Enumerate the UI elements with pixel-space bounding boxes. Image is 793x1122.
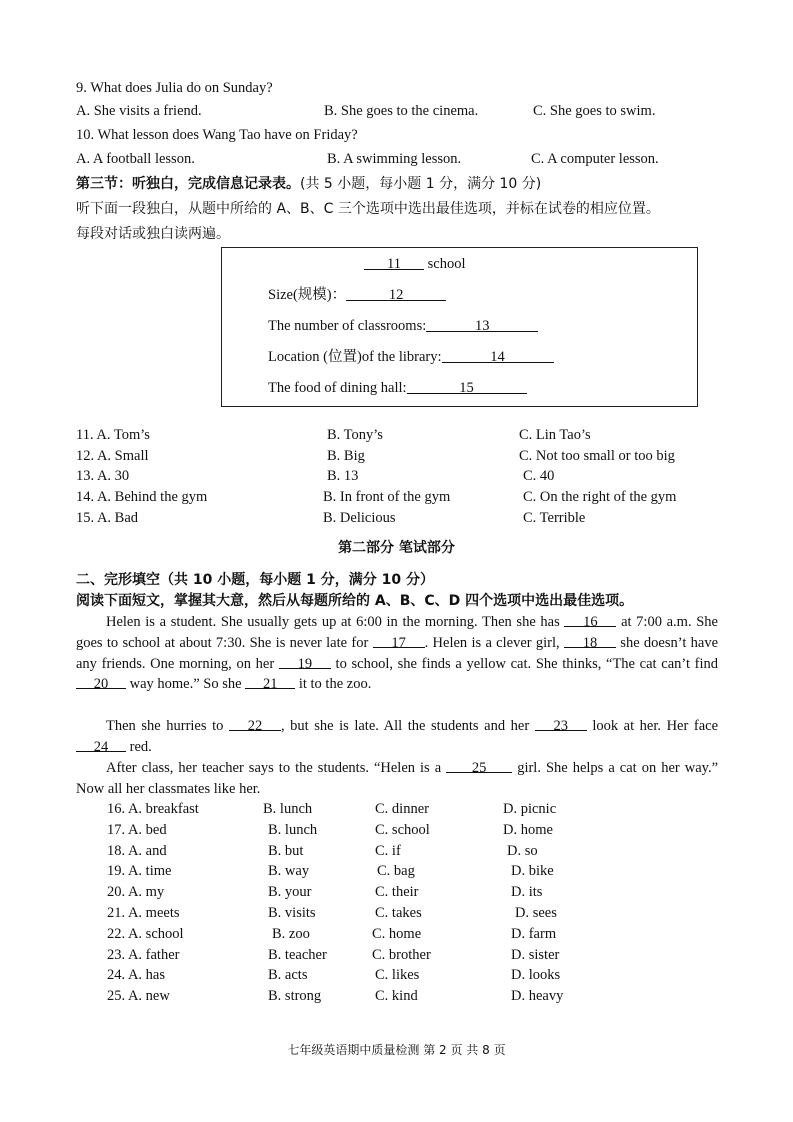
cloze-text: . Helen is a clever girl,	[424, 634, 560, 651]
table-row-food-label: The food of dining hall:	[268, 380, 407, 396]
q22-option-c: C. home	[372, 925, 422, 942]
blank-13: 13	[426, 317, 538, 332]
q22-option-b: B. zoo	[272, 925, 310, 942]
q16-option-c: C. dinner	[375, 801, 429, 817]
q19-option-d: D. bike	[511, 863, 554, 880]
cloze-text: at 7:00 a.m. She goes to school at about 7:30. She is never late for	[76, 614, 718, 651]
q18-option-c: C. if	[375, 842, 401, 859]
q17-option-d: D. home	[503, 821, 553, 838]
q21-option-a: 21. A. meets	[107, 905, 180, 921]
q18-option-b: B. but	[268, 842, 304, 859]
q14-option-c: C. On the right of the gym	[523, 489, 677, 505]
q19-option-c: C. bag	[377, 863, 415, 880]
blank-22: 22	[229, 716, 281, 731]
section-3-heading	[76, 175, 541, 193]
table-row-size-label: Size(规模)：	[268, 287, 347, 303]
table-row-classrooms	[268, 317, 538, 335]
q24-option-a: 24. A. has	[107, 967, 165, 984]
q12-option-a: 12. A. Small	[76, 448, 149, 464]
q17-option-a: 17. A. bed	[107, 821, 167, 838]
q15-option-b: B. Delicious	[323, 510, 396, 526]
blank-24: 24	[76, 737, 126, 752]
table-row-food	[268, 379, 527, 397]
page-footer: 七年级英语期中质量检测 第 2 页 共 8 页	[287, 1043, 506, 1057]
question-9: 9. What does Julia do on Sunday?	[76, 80, 273, 96]
section-3-title: 第三节：听独白，完成信息记录表。	[76, 176, 300, 192]
q23-option-d: D. sister	[511, 946, 560, 963]
table-row-library-label: Location (位置)of the library:	[268, 349, 442, 365]
q22-option-a: 22. A. school	[107, 925, 184, 942]
cloze-text: girl. She helps a cat on her way.” Now all her classmates like her.	[76, 760, 719, 797]
cloze-text: red.	[129, 738, 152, 755]
cloze-text: After class, her teacher says to the students. “Helen is a	[106, 760, 442, 776]
q21-option-c: C. takes	[375, 905, 422, 921]
blank-21: 21	[245, 674, 295, 689]
q15-option-c: C. Terrible	[523, 510, 586, 526]
cloze-text: Then she hurries to	[106, 718, 224, 734]
q16-option-d: D. picnic	[503, 801, 557, 817]
blank-25: 25	[446, 758, 512, 773]
cloze-text: to school, she finds a yellow cat. She thinks, “The cat can’t find	[335, 655, 719, 672]
cloze-text: it to the zoo.	[298, 676, 372, 693]
q9-option-a: A. She visits a friend.	[76, 103, 202, 119]
q13-option-a: 13. A. 30	[76, 468, 130, 484]
q15-option-a: 15. A. Bad	[76, 510, 139, 526]
q23-option-a: 23. A. father	[107, 946, 180, 963]
blank-11: 11	[364, 255, 424, 270]
q16-option-b: B. lunch	[263, 801, 313, 817]
q11-option-b: B. Tony’s	[327, 427, 383, 443]
q23-option-c: C. brother	[372, 946, 431, 963]
q9-option-b: B. She goes to the cinema.	[324, 103, 479, 119]
q21-option-b: B. visits	[268, 905, 316, 921]
blank-18: 18	[564, 633, 616, 648]
blank-15: 15	[407, 379, 527, 394]
q11-option-c: C. Lin Tao’s	[519, 427, 591, 443]
q21-option-d: D. sees	[515, 905, 557, 921]
q22-option-d: D. farm	[511, 925, 557, 942]
cloze-text: she doesn’t have any friends. One morning, on her	[76, 634, 719, 672]
cloze-title: 二、完形填空（共 10 小题，每小题 1 分，满分 10 分）	[76, 572, 434, 588]
q24-option-d: D. looks	[511, 967, 561, 984]
question-10: 10. What lesson does Wang Tao have on Friday?	[76, 127, 358, 143]
blank-23: 23	[535, 716, 587, 731]
cloze-paragraph-2	[76, 716, 718, 758]
q14-option-b: B. In front of the gym	[323, 489, 451, 505]
q23-option-b: B. teacher	[268, 946, 327, 963]
q17-option-b: B. lunch	[268, 821, 318, 838]
q25-option-d: D. heavy	[511, 988, 564, 1005]
q20-option-a: 20. A. my	[107, 884, 165, 901]
blank-12: 12	[346, 286, 446, 301]
q25-option-c: C. kind	[375, 988, 418, 1005]
table-row-classrooms-label: The number of classrooms:	[268, 318, 427, 334]
blank-16: 16	[564, 612, 616, 627]
q20-option-c: C. their	[375, 884, 419, 901]
blank-19: 19	[279, 654, 331, 669]
q14-option-a: 14. A. Behind the gym	[76, 489, 208, 505]
table-row-school	[364, 255, 465, 273]
q19-option-a: 19. A. time	[107, 863, 172, 880]
blank-20: 20	[76, 674, 126, 689]
cloze-instruction: 阅读下面短文，掌握其大意，然后从每题所给的 A、B、C、D 四个选项中选出最佳选项。	[76, 593, 634, 609]
blank-14: 14	[442, 348, 554, 363]
cloze-text: Helen is a student. She usually gets up at 6:00 in the morning. Then she has	[106, 614, 560, 630]
section-3-instruction-2: 每段对话或独白读两遍。	[76, 226, 230, 242]
table-row-size	[268, 286, 446, 304]
q24-option-c: C. likes	[375, 967, 420, 984]
q25-option-b: B. strong	[268, 988, 322, 1005]
table-row-library	[268, 348, 554, 366]
section-3-score-note: (共 5 小题，每小题 1 分，满分 10 分)	[300, 176, 542, 192]
cloze-text: , but she is late. All the students and her	[280, 718, 530, 734]
blank-17: 17	[373, 633, 425, 648]
table-row-school-suffix: school	[427, 256, 466, 272]
q9-option-c: C. She goes to swim.	[533, 103, 656, 119]
q13-option-b: B. 13	[327, 468, 359, 484]
q10-option-b: B. A swimming lesson.	[327, 151, 462, 167]
cloze-paragraph-1	[76, 612, 718, 695]
cloze-text: way home.” So she	[129, 676, 242, 693]
q12-option-b: B. Big	[327, 448, 365, 464]
q12-option-c: C. Not too small or too big	[519, 448, 675, 464]
q20-option-b: B. your	[268, 884, 312, 901]
cloze-text: look at her. Her face	[592, 718, 719, 734]
q18-option-d: D. so	[507, 842, 538, 859]
q19-option-b: B. way	[268, 863, 310, 880]
q13-option-c: C. 40	[523, 468, 555, 484]
cloze-paragraph-3	[76, 758, 718, 800]
q17-option-c: C. school	[375, 821, 430, 838]
q18-option-a: 18. A. and	[107, 842, 167, 859]
info-record-table	[221, 247, 698, 407]
section-3-instruction-1: 听下面一段独白，从题中所给的 A、B、C 三个选项中选出最佳选项，并标在试卷的相应位置。	[76, 201, 660, 217]
q16-option-a: 16. A. breakfast	[107, 801, 199, 817]
q10-option-c: C. A computer lesson.	[531, 151, 659, 167]
q24-option-b: B. acts	[268, 967, 308, 984]
q10-option-a: A. A football lesson.	[76, 151, 195, 167]
part-2-title: 第二部分 笔试部分	[338, 540, 455, 556]
q25-option-a: 25. A. new	[107, 988, 170, 1005]
q11-option-a: 11. A. Tom’s	[76, 427, 150, 443]
q20-option-d: D. its	[511, 884, 543, 901]
